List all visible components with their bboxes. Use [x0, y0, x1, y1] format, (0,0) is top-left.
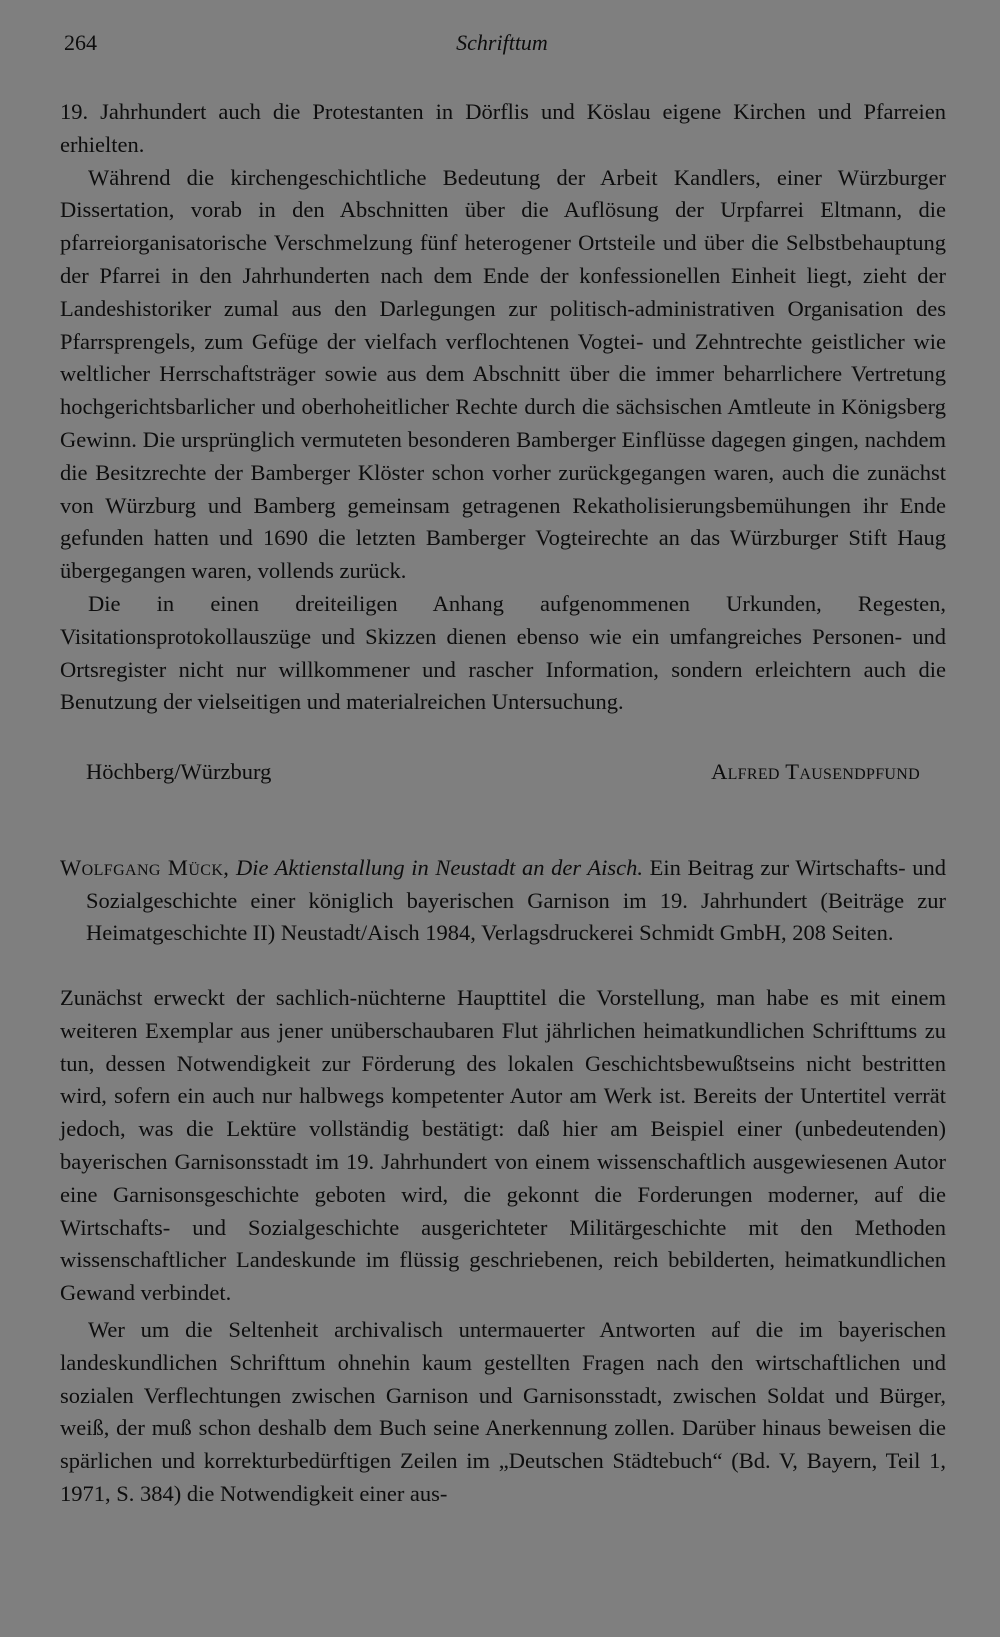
- paragraph: Zunächst erweckt der sachlich-nüchterne Haupttitel die Vorstellung, man habe es mit einem weiteren Exemplar aus jener unüberschaubaren Flut jährlichen heimatkundlichen Schrifttums zu tun, dessen Notwendigkeit zur Förderung des lokalen Geschichtsbewußtseins nicht bestritten wird, sofern ein auch nur halbwegs kompetenter Autor am Werk ist. Bereits der Untertitel verrät jedoch, was die Lektüre vollständig bestätigt: daß hier am Beispiel einer (unbedeutenden) bayerischen Garnisonsstadt im 19. Jahrhundert von einem wissenschaftlich ausgewiesenen Autor eine Garnisonsgeschichte geboten wird, die gekonnt die Forderungen moderner, auf die Wirtschafts- und Sozialgeschichte ausgerichteter Militärgeschichte mit den Methoden wissenschaftlicher Landeskunde im flüssig geschriebenen, reich bebilderten, heimatkundlichen Gewand verbindet.: [60, 985, 946, 1306]
- reviewer-location: Höchberg/Würzburg: [86, 759, 272, 784]
- paragraph: 19. Jahrhundert auch die Protestanten in Dörflis und Köslau eigene Kirchen und Pfarreien erhielten.: [60, 99, 946, 157]
- running-head: [64, 30, 940, 62]
- book-author: Wolfgang Mück,: [60, 855, 230, 880]
- book-title: Die Aktienstallung in Neustadt an der Aisch.: [235, 855, 644, 880]
- paragraph: Während die kirchengeschichtliche Bedeutung der Arbeit Kandlers, einer Würzburger Dissertation, vorab in den Abschnitten über die Auflösung der Urpfarrei Eltmann, die pfarreiorganisatorische Verschmelzung fünf heterogener Ortsteile und über die Selbstbehauptung der Pfarrei in den Jahrhunderten nach dem Ende der konfessionellen Einheit liegt, zieht der Landeshistoriker zumal aus den Darlegungen zur politisch-administrativen Organisation des Pfarrsprengels, zum Gefüge der vielfach verflochtenen Vogtei- und Zehntrechte geistlicher wie weltlicher Herrschaftsträger sowie aus dem Abschnitt über die immer beharrlichere Vertretung hochgerichtsbarlicher und oberhoheitlicher Rechte durch die sächsischen Amtleute in Königsberg Gewinn. Die ursprünglich vermuteten besonderen Bamberger Einflüsse dagegen gingen, nachdem die Besitzrechte der Bamberger Klöster schon vorher zurückgegangen waren, auch die zunächst von Würzburg und Bamberg gemeinsam getragenen Rekatholisierungsbemühungen ihr Ende gefunden hatten und 1690 die letzten Bamberger Vogteirechte an das Würzburger Stift Haug übergegangen waren, vollends zurück.: [60, 164, 946, 584]
- review-2-body: [60, 982, 946, 1511]
- review-1-body: [60, 96, 946, 719]
- book-citation: Ein Beitrag zur Wirtschafts- und Sozialgeschichte einer königlich bayerischen Garnison im 19. Jahrhundert (Beiträge zur Heimatgeschichte II) Neustadt/Aisch 1984, Verlagsdruckerei Schmidt GmbH, 208 Seiten.: [86, 855, 947, 946]
- paragraph: Wer um die Seltenheit archivalisch untermauerter Antworten auf die im bayerischen landeskundlichen Schrifttum ohnehin kaum gestellten Fragen nach den wirtschaftlichen und sozialen Verflechtungen zwischen Garnison und Garnisonsstadt, zwischen Soldat und Bürger, weiß, der muß schon deshalb dem Buch seine Anerkennung zollen. Darüber hinaus beweisen die spärlichen und korrekturbedürftigen Zeilen im „Deutschen Städtebuch“ (Bd. V, Bayern, Teil 1, 1971, S. 384) die Notwendigkeit einer aus-: [60, 1316, 946, 1506]
- review-1-signature: [86, 756, 946, 788]
- reviewer-name: Alfred Tausendpfund: [711, 759, 920, 784]
- bibliographic-entry: [60, 852, 946, 950]
- section-title: Schrifttum: [456, 30, 548, 55]
- review-2-bibliographic-entry: [60, 852, 946, 950]
- paragraph: Die in einen dreiteiligen Anhang aufgenommenen Urkunden, Regesten, Visitationsprotokollauszüge und Skizzen dienen ebenso wie ein umfangreiches Personen- und Ortsregister nicht nur willkommener und rascher Information, sondern erleichtern auch die Benutzung der vielseitigen und materialreichen Untersuchung.: [60, 590, 946, 715]
- page-number: 264: [64, 30, 97, 55]
